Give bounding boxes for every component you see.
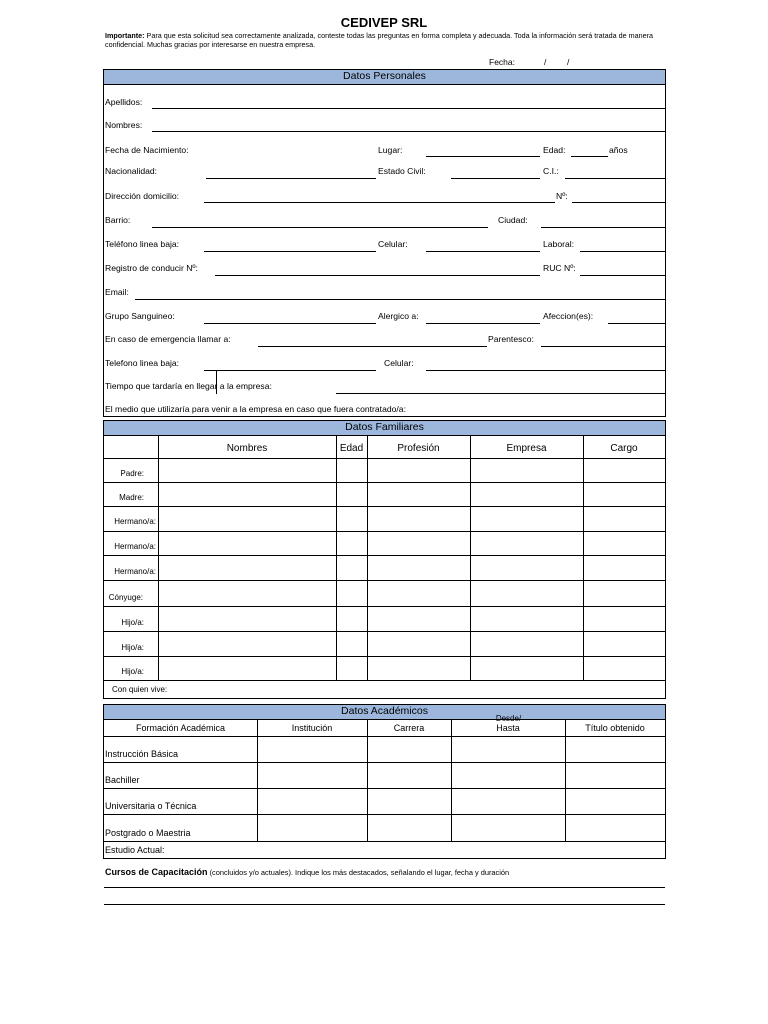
familia-row-line bbox=[104, 531, 665, 532]
barrio-field[interactable] bbox=[152, 227, 488, 228]
apellidos-field[interactable] bbox=[152, 108, 665, 109]
estado-civil-field[interactable] bbox=[451, 178, 540, 179]
celular-label: Celular: bbox=[378, 239, 408, 249]
academicos-row-postgrado: Postgrado o Maestria bbox=[105, 828, 191, 838]
celular2-label: Celular: bbox=[384, 358, 414, 368]
registro-field[interactable] bbox=[215, 275, 540, 276]
academicos-col-line bbox=[451, 720, 452, 841]
nacionalidad-field[interactable] bbox=[206, 178, 376, 179]
numero-field[interactable] bbox=[572, 202, 665, 203]
fecha-nac-label: Fecha de Nacimiento: bbox=[105, 145, 189, 155]
email-label: Email: bbox=[105, 287, 129, 297]
lugar-label: Lugar: bbox=[378, 145, 403, 155]
familia-row-line bbox=[104, 555, 665, 556]
ciudad-field[interactable] bbox=[541, 227, 665, 228]
familia-section bbox=[103, 420, 666, 699]
familia-row-hijo-1: Hijo/a: bbox=[121, 618, 144, 627]
academicos-row-universitaria: Universitaria o Técnica bbox=[105, 801, 197, 811]
personal-header: Datos Personales bbox=[104, 70, 665, 85]
academicos-col-line bbox=[367, 720, 368, 841]
estado-civil-label: Estado Civil: bbox=[378, 166, 426, 176]
laboral-label: Laboral: bbox=[543, 239, 575, 249]
cursos-label: Cursos de Capacitación bbox=[105, 867, 208, 877]
academicos-col-formacion: Formación Académica bbox=[135, 723, 226, 733]
academicos-row-line bbox=[104, 841, 665, 842]
estudio-actual-label: Estudio Actual: bbox=[105, 845, 165, 855]
medio-label: El medio que utilizaría para venir a la empresa en caso que fuera contratado/a: bbox=[105, 404, 406, 414]
academicos-col-hasta: Hasta bbox=[496, 723, 520, 733]
emergencia-label: En caso de emergencia llamar a: bbox=[105, 334, 231, 344]
familia-row-line bbox=[104, 458, 665, 459]
afeccion-label: Afeccion(es): bbox=[543, 311, 594, 321]
fecha-slash-2: / bbox=[567, 57, 570, 67]
parentesco-label: Parentesco: bbox=[488, 334, 534, 344]
fecha-label: Fecha: bbox=[489, 57, 515, 67]
academicos-row-line bbox=[104, 762, 665, 763]
academicos-row-line bbox=[104, 736, 665, 737]
familia-row-line bbox=[104, 482, 665, 483]
telefono2-label: Telefono linea baja: bbox=[105, 358, 180, 368]
familia-row-line bbox=[104, 680, 665, 681]
laboral-field[interactable] bbox=[580, 251, 665, 252]
emergencia-field[interactable] bbox=[258, 346, 487, 347]
academicos-col-titulo: Título obtenido bbox=[585, 723, 645, 733]
fecha-slash-1: / bbox=[544, 57, 547, 67]
telefono-label: Teléfono linea baja: bbox=[105, 239, 180, 249]
familia-row-padre: Padre: bbox=[120, 469, 144, 478]
academicos-col-line bbox=[565, 720, 566, 841]
tiempo-field[interactable] bbox=[336, 393, 665, 394]
cursos-note: (concluidos y/o actuales). Indique los más destacados, señalando el lugar, fecha y duración bbox=[207, 868, 510, 877]
familia-col-line bbox=[583, 436, 584, 680]
con-quien-vive-label: Con quien vive: bbox=[112, 685, 168, 694]
familia-row-madre: Madre: bbox=[119, 493, 144, 502]
familia-row-line bbox=[104, 656, 665, 657]
direccion-label: Dirección domicilio: bbox=[105, 191, 180, 201]
cursos-line-2[interactable] bbox=[104, 904, 665, 905]
familia-row-hijo-2: Hijo/a: bbox=[121, 643, 144, 652]
direccion-field[interactable] bbox=[204, 202, 555, 203]
familia-col-line bbox=[158, 436, 159, 680]
familia-row-line bbox=[104, 506, 665, 507]
tiempo-label: Tiempo que tardaría en llegar a la empresa: bbox=[105, 381, 272, 391]
ciudad-label: Ciudad: bbox=[498, 215, 528, 225]
academicos-col-desde: Desde/ bbox=[495, 714, 522, 723]
academicos-row-line bbox=[104, 814, 665, 815]
familia-row-conyuge: Cónyuge: bbox=[108, 593, 143, 602]
barrio-label: Barrio: bbox=[105, 215, 131, 225]
academicos-row-bachiller: Bachiller bbox=[105, 775, 140, 785]
familia-row-hermano-2: Hermano/a: bbox=[114, 542, 156, 551]
familia-col-line bbox=[470, 436, 471, 680]
academicos-row-line bbox=[104, 788, 665, 789]
intro-bold: Importante: bbox=[105, 31, 145, 40]
familia-col-empresa: Empresa bbox=[506, 443, 547, 454]
familia-col-line bbox=[367, 436, 368, 680]
academicos-col-carrera: Carrera bbox=[393, 723, 425, 733]
intro-text bbox=[105, 32, 665, 49]
ci-label: C.I.: bbox=[543, 166, 559, 176]
grupo-field[interactable] bbox=[204, 323, 376, 324]
lugar-field[interactable] bbox=[426, 156, 540, 157]
registro-label: Registro de conducir Nº: bbox=[105, 263, 198, 273]
telefono2-field[interactable] bbox=[204, 370, 376, 371]
grupo-label: Grupo Sanguineo: bbox=[105, 311, 175, 321]
celular2-field[interactable] bbox=[426, 370, 665, 371]
academicos-col-institucion: Institución bbox=[291, 723, 333, 733]
intro-body: Para que esta solicitud sea correctamente analizada, conteste todas las preguntas en forma completa y adecuada. Toda la información será tratada de manera confidencial. Muchas gracias por interesarse en nuestra empresa. bbox=[105, 31, 654, 49]
parentesco-field[interactable] bbox=[541, 346, 665, 347]
academicos-header: Datos Académicos bbox=[104, 705, 665, 720]
familia-row-hermano-1: Hermano/a: bbox=[114, 517, 156, 526]
familia-row-line bbox=[104, 631, 665, 632]
familia-col-profesion: Profesión bbox=[397, 443, 440, 454]
edad-field[interactable] bbox=[571, 156, 608, 157]
celular-field[interactable] bbox=[426, 251, 540, 252]
edad-label: Edad: bbox=[543, 145, 566, 155]
nombres-label: Nombres: bbox=[105, 120, 143, 130]
familia-row-line bbox=[104, 606, 665, 607]
numero-label: Nº: bbox=[556, 191, 568, 201]
academicos-col-line bbox=[257, 720, 258, 841]
familia-col-edad: Edad bbox=[339, 443, 364, 454]
familia-col-line bbox=[336, 436, 337, 680]
familia-header: Datos Familiares bbox=[104, 421, 665, 436]
nacionalidad-label: Nacionalidad: bbox=[105, 166, 158, 176]
afeccion-field[interactable] bbox=[608, 323, 665, 324]
ruc-label: RUC Nº: bbox=[543, 263, 576, 273]
nombres-field[interactable] bbox=[152, 131, 665, 132]
ci-field[interactable] bbox=[565, 178, 665, 179]
alergico-label: Alergico a: bbox=[378, 311, 419, 321]
familia-row-hermano-3: Hermano/a: bbox=[114, 567, 156, 576]
familia-col-nombres: Nombres bbox=[226, 443, 268, 454]
familia-col-cargo: Cargo bbox=[610, 443, 638, 454]
ruc-field[interactable] bbox=[580, 275, 665, 276]
email-field[interactable] bbox=[135, 299, 665, 300]
familia-row-hijo-3: Hijo/a: bbox=[121, 667, 144, 676]
form-title: CEDIVEP SRL bbox=[340, 15, 428, 30]
telefono-field[interactable] bbox=[204, 251, 376, 252]
apellidos-label: Apellidos: bbox=[105, 97, 143, 107]
academicos-row-basica: Instrucción Básica bbox=[105, 749, 179, 759]
alergico-field[interactable] bbox=[426, 323, 540, 324]
cursos-line-1[interactable] bbox=[104, 887, 665, 888]
cursos-label-row bbox=[105, 862, 509, 880]
familia-row-line bbox=[104, 580, 665, 581]
anos-label: años bbox=[609, 145, 628, 155]
